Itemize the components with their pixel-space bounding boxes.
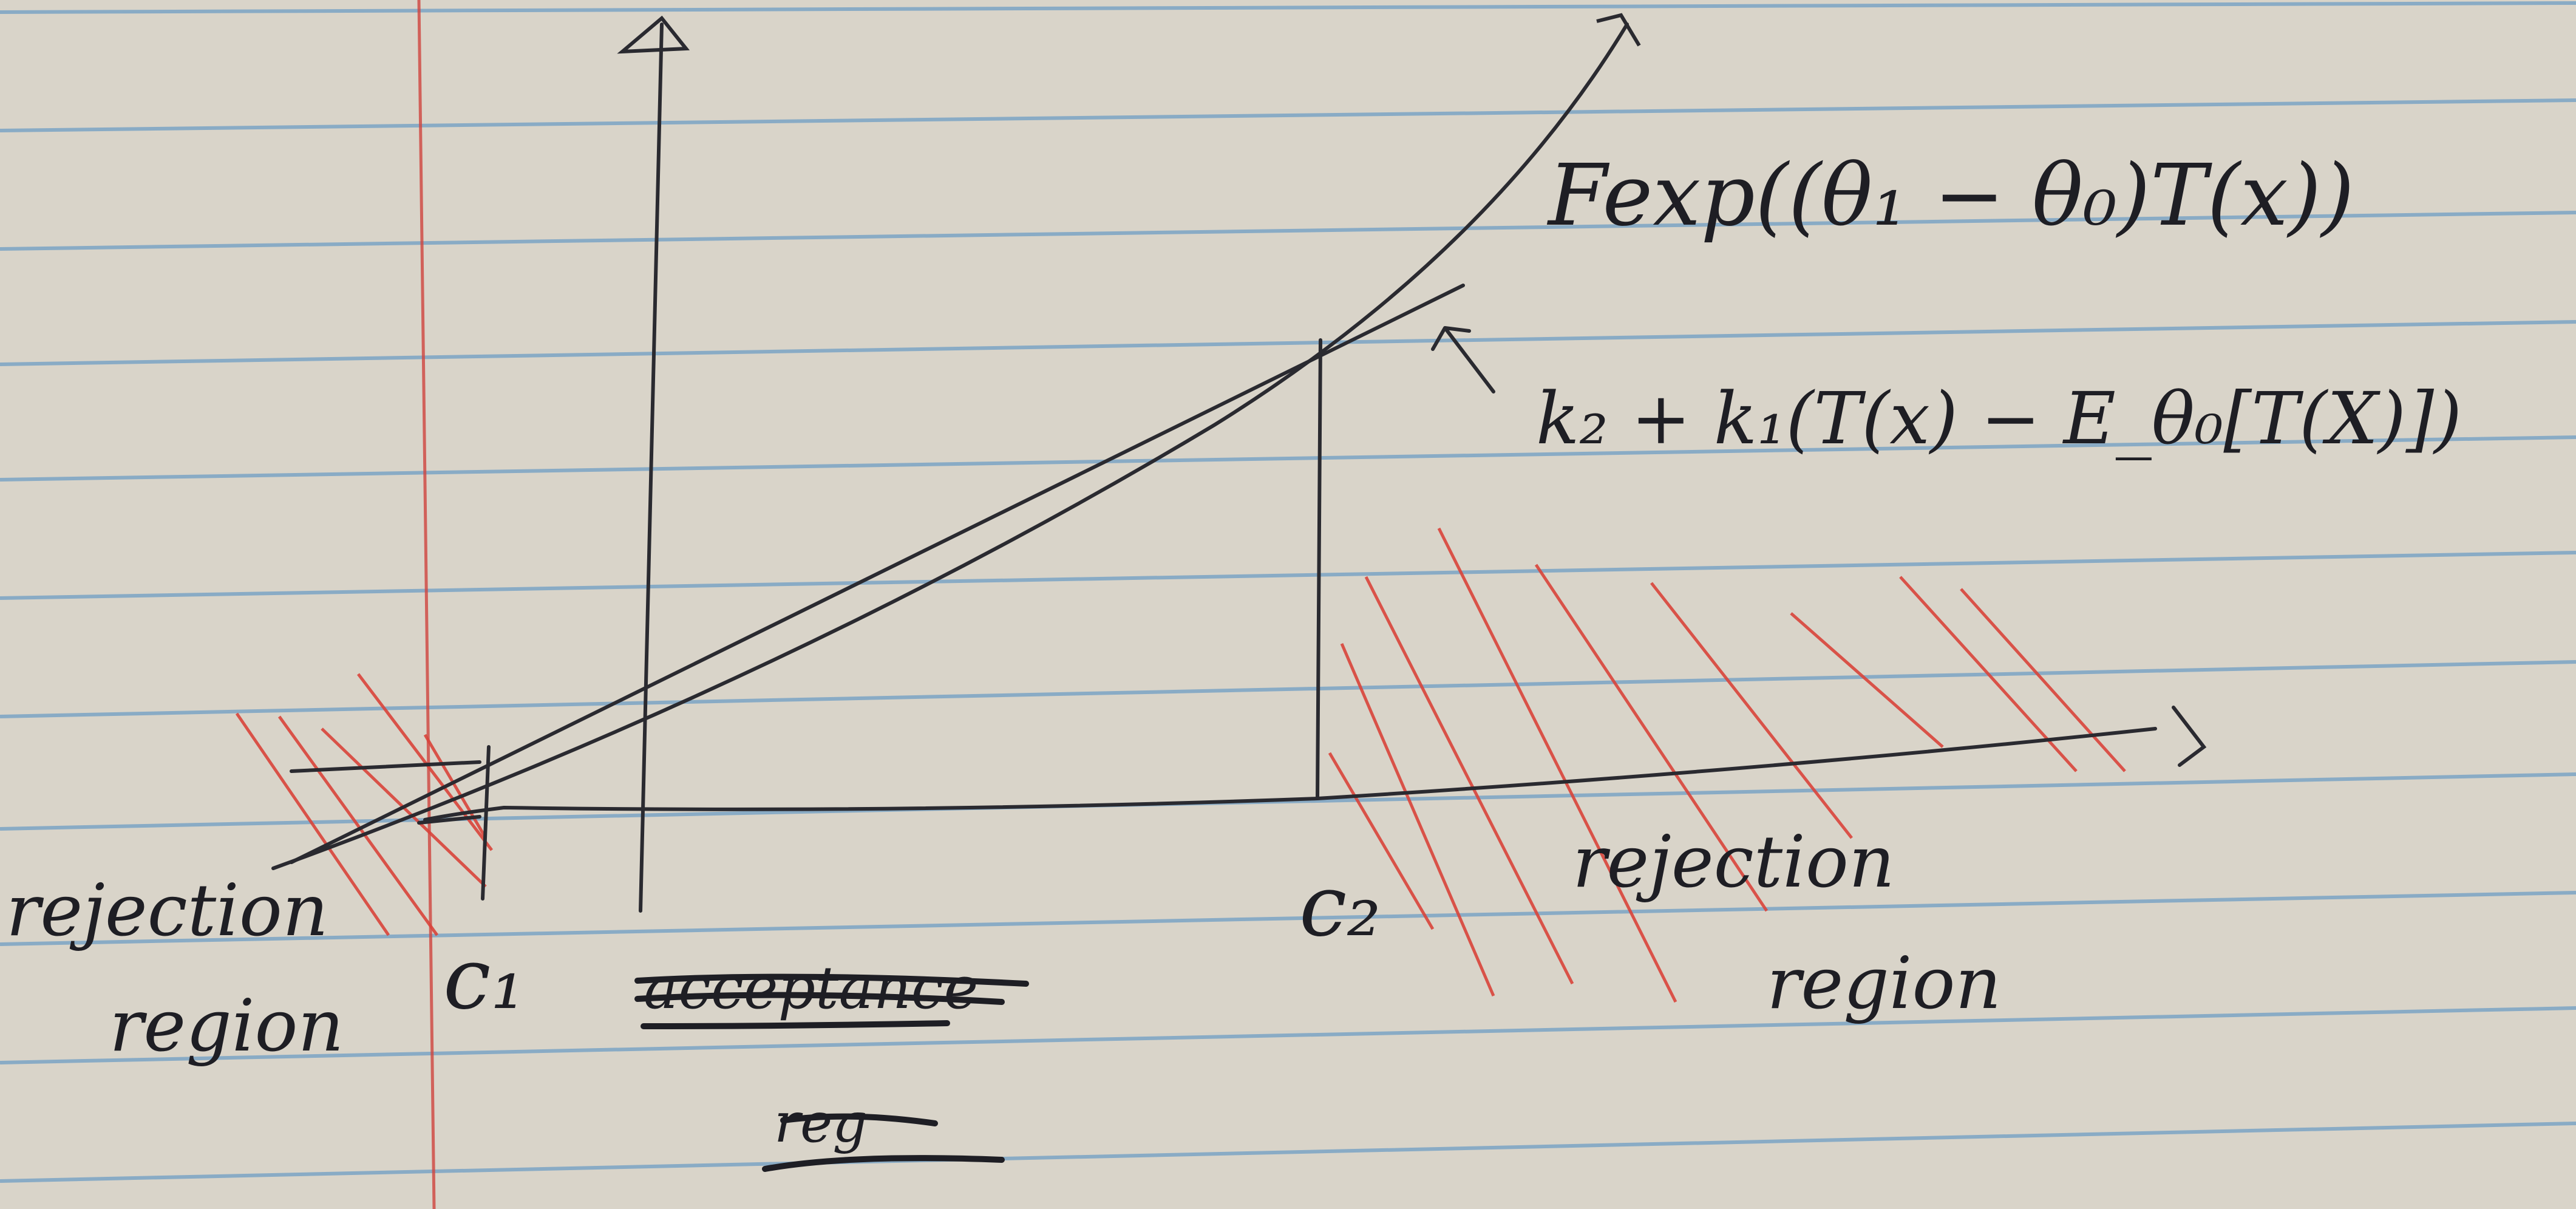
- crossed-out-reg: reg: [774, 1091, 868, 1155]
- exp-curve-label: Fexp((θ₁ − θ₀)T(x)): [1548, 146, 2355, 245]
- right-region-label-line1: rejection: [1572, 820, 1895, 904]
- right-region-label-line2: region: [1767, 941, 2002, 1025]
- c2-label: c₂: [1299, 857, 1381, 956]
- left-region-label-line2: region: [109, 984, 344, 1068]
- linear-line-label: k₂ + k₁(T(x) − E_θ₀[T(X)]): [1536, 376, 2462, 460]
- c1-label: c₁: [443, 930, 525, 1029]
- left-region-label-line1: rejection: [6, 868, 328, 952]
- crossed-out-acceptance: acceptance: [644, 954, 979, 1022]
